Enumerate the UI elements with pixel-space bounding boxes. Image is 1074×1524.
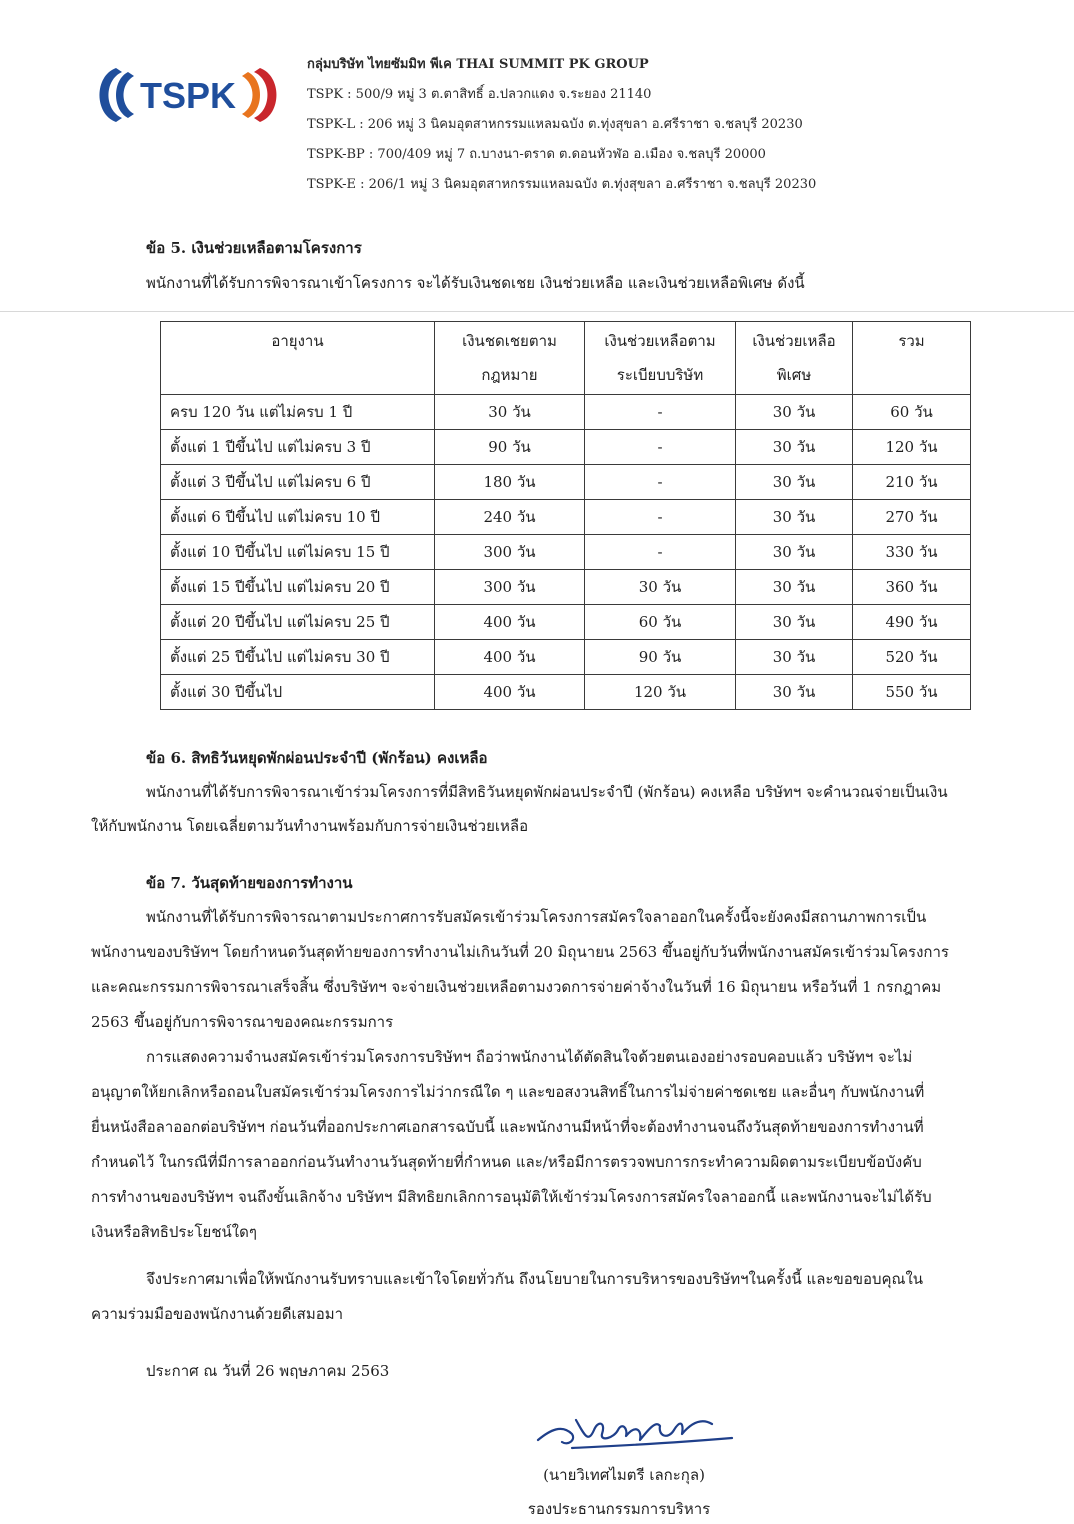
cell-legal: 300 วัน [435,570,585,605]
cell-legal: 400 วัน [435,605,585,640]
table-row [161,395,971,430]
section7-line: เงินหรือสิทธิประโยชน์ใดๆ [91,1223,257,1241]
table-row [161,605,971,640]
cell-special: 30 วัน [736,465,853,500]
cell-total: 360 วัน [853,570,971,605]
section7-line: การทำงานของบริษัทฯ จนถึงขั้นเลิกจ้าง บริษัทฯ มีสิทธิยกเลิกการอนุมัติให้เข้าร่วมโครงการสมัครใจลาออกนี้ และพนักงานจะไม่ได้รับ [91,1188,932,1206]
group-name: กลุ่มบริษัท ไทยซัมมิท พีเค THAI SUMMIT PK GROUP [307,57,649,72]
scan-divider [0,311,1074,312]
section7-line: กำหนดไว้ ในกรณีที่มีการลาออกก่อนวันทำงานวันสุดท้ายที่กำหนด และ/หรือมีการตรวจพบการกระทำความผิดตามระเบียบข้อบังคับ [91,1153,922,1171]
col-header-special-assistance: เงินช่วยเหลือ พิเศษ [736,322,853,395]
cell-tenure: ตั้งแต่ 30 ปีขึ้นไป [161,675,435,710]
cell-legal: 180 วัน [435,465,585,500]
cell-legal: 240 วัน [435,500,585,535]
section5-title: ข้อ 5. เงินช่วยเหลือตามโครงการ [146,239,362,257]
table-row [161,675,971,710]
table-row [161,535,971,570]
cell-total: 490 วัน [853,605,971,640]
cell-company: - [585,430,736,465]
cell-tenure: ตั้งแต่ 3 ปีขึ้นไป แต่ไม่ครบ 6 ปี [161,465,435,500]
cell-special: 30 วัน [736,640,853,675]
section6-title: ข้อ 6. สิทธิวันหยุดพักผ่อนประจำปี (พักร้อน) คงเหลือ [146,749,488,767]
cell-company: - [585,395,736,430]
section7-line: พนักงานของบริษัทฯ โดยกำหนดวันสุดท้ายของการทำงานไม่เกินวันที่ 20 มิถุนายน 2563 ขึ้นอยู่กับวันที่พนักงานสมัครเข้าร่วมโครงการ [91,943,949,961]
cell-tenure: ตั้งแต่ 20 ปีขึ้นไป แต่ไม่ครบ 25 ปี [161,605,435,640]
cell-total: 270 วัน [853,500,971,535]
cell-legal: 30 วัน [435,395,585,430]
cell-total: 520 วัน [853,640,971,675]
signer-title: รองประธานกรรมการบริหาร [527,1500,711,1518]
cell-legal: 400 วัน [435,675,585,710]
cell-company: - [585,465,736,500]
logo-text: TSPK [139,75,237,116]
tspk-logo [88,62,288,128]
section6-line: ให้กับพนักงาน โดยเฉลี่ยตามวันทำงานพร้อมกับการจ่ายเงินช่วยเหลือ [91,817,529,835]
cell-tenure: ตั้งแต่ 6 ปีขึ้นไป แต่ไม่ครบ 10 ปี [161,500,435,535]
section6-line: พนักงานที่ได้รับการพิจารณาเข้าร่วมโครงการที่มีสิทธิวันหยุดพักผ่อนประจำปี (พักร้อน) คงเหลือ บริษัทฯ จะคำนวณจ่ายเป็นเงิน [146,783,948,801]
cell-tenure: ตั้งแต่ 1 ปีขึ้นไป แต่ไม่ครบ 3 ปี [161,430,435,465]
section7-line: อนุญาตให้ยกเลิกหรือถอนใบสมัครเข้าร่วมโครงการไม่ว่ากรณีใด ๆ และขอสงวนสิทธิ์ในการไม่จ่ายค่าชดเชย และอื่นๆ กับพนักงานที่ [91,1083,925,1101]
cell-total: 550 วัน [853,675,971,710]
address-line: TSPK-E : 206/1 หมู่ 3 นิคมอุตสาหกรรมแหลมฉบัง ต.ทุ่งสุขลา อ.ศรีราชา จ.ชลบุรี 20230 [307,177,817,192]
cell-company: - [585,500,736,535]
cell-company: 90 วัน [585,640,736,675]
closing-line: จึงประกาศมาเพื่อให้พนักงานรับทราบและเข้าใจโดยทั่วกัน ถึงนโยบายในการบริหารของบริษัทฯในครั้งนี้ และขอขอบคุณใน [146,1270,924,1288]
closing-line: ความร่วมมือของพนักงานด้วยดีเสมอมา [91,1305,344,1323]
col-header-tenure: อายุงาน [161,322,435,395]
signer-name: (นายวิเทศไมตรี เลกะกุล) [543,1466,705,1484]
section7-title: ข้อ 7. วันสุดท้ายของการทำงาน [146,874,353,892]
cell-tenure: ตั้งแต่ 15 ปีขึ้นไป แต่ไม่ครบ 20 ปี [161,570,435,605]
cell-company: 120 วัน [585,675,736,710]
signature [532,1400,742,1458]
section5-intro: พนักงานที่ได้รับการพิจารณาเข้าโครงการ จะได้รับเงินชดเชย เงินช่วยเหลือ และเงินช่วยเหลือพิเศษ ดังนี้ [146,274,805,292]
table-row [161,430,971,465]
cell-tenure: ตั้งแต่ 25 ปีขึ้นไป แต่ไม่ครบ 30 ปี [161,640,435,675]
announce-date: ประกาศ ณ วันที่ 26 พฤษภาคม 2563 [146,1362,390,1380]
cell-company: - [585,535,736,570]
cell-total: 330 วัน [853,535,971,570]
section7-line: และคณะกรรมการพิจารณาเสร็จสิ้น ซึ่งบริษัทฯ จะจ่ายเงินช่วยเหลือตามงวดการจ่ายค่าจ้างในวันที่ 16 มิถุนายน หรือวันที่ 1 กรกฎาคม [91,978,942,996]
table-row [161,570,971,605]
cell-legal: 400 วัน [435,640,585,675]
address-line: TSPK : 500/9 หมู่ 3 ต.ตาสิทธิ์ อ.ปลวกแดง จ.ระยอง 21140 [307,87,652,102]
section7-line: การแสดงความจำนงสมัครเข้าร่วมโครงการบริษัทฯ ถือว่าพนักงานได้ตัดสินใจด้วยตนเองอย่างรอบคอบแล้ว บริษัทฯ จะไม่ [146,1048,913,1066]
cell-legal: 90 วัน [435,430,585,465]
cell-special: 30 วัน [736,605,853,640]
col-header-total: รวม [853,322,971,395]
col-header-legal-severance: เงินชดเชยตาม กฎหมาย [435,322,585,395]
cell-tenure: ตั้งแต่ 10 ปีขึ้นไป แต่ไม่ครบ 15 ปี [161,535,435,570]
company-address-block [307,50,816,200]
cell-company: 60 วัน [585,605,736,640]
cell-special: 30 วัน [736,430,853,465]
letterhead [0,0,1074,210]
support-table [160,321,971,710]
cell-total: 60 วัน [853,395,971,430]
table-header-row [161,322,971,395]
table-row [161,640,971,675]
cell-total: 210 วัน [853,465,971,500]
cell-special: 30 วัน [736,570,853,605]
cell-special: 30 วัน [736,500,853,535]
col-header-company-assistance: เงินช่วยเหลือตาม ระเบียบบริษัท [585,322,736,395]
table-row [161,465,971,500]
section7-line: 2563 ขึ้นอยู่กับการพิจารณาของคณะกรรมการ [91,1013,394,1031]
section7-line: ยื่นหนังสือลาออกต่อบริษัทฯ ก่อนวันที่ออกประกาศเอกสารฉบับนี้ และพนักงานมีหน้าที่จะต้องทำงานจนถึงวันสุดท้ายของการทำงานที่ [91,1118,924,1136]
table-row [161,500,971,535]
cell-special: 30 วัน [736,535,853,570]
section7-line: พนักงานที่ได้รับการพิจารณาตามประกาศการรับสมัครเข้าร่วมโครงการสมัครใจลาออกในครั้งนี้จะยังคงมีสถานภาพการเป็น [146,908,927,926]
cell-company: 30 วัน [585,570,736,605]
address-line: TSPK-BP : 700/409 หมู่ 7 ถ.บางนา-ตราด ต.ดอนหัวฬ่อ อ.เมือง จ.ชลบุรี 20000 [307,147,766,162]
cell-tenure: ครบ 120 วัน แต่ไม่ครบ 1 ปี [161,395,435,430]
cell-legal: 300 วัน [435,535,585,570]
address-line: TSPK-L : 206 หมู่ 3 นิคมอุตสาหกรรมแหลมฉบัง ต.ทุ่งสุขลา อ.ศรีราชา จ.ชลบุรี 20230 [307,117,803,132]
cell-special: 30 วัน [736,395,853,430]
cell-total: 120 วัน [853,430,971,465]
cell-special: 30 วัน [736,675,853,710]
